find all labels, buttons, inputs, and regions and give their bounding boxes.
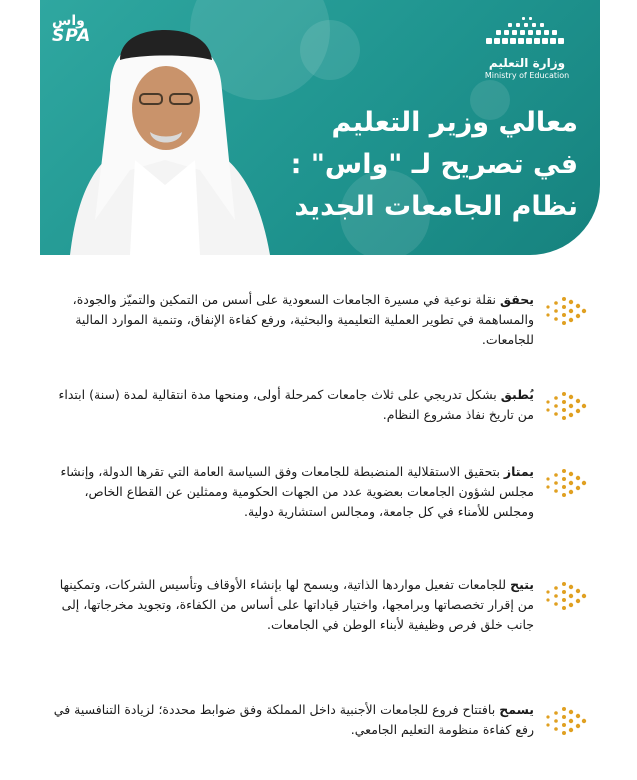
dots-bullet-icon xyxy=(540,579,588,613)
dots-bullet-icon xyxy=(540,704,588,738)
list-item-text: يسمح بافتتاح فروع للجامعات الأجنبية داخل المملكة وفق ضوابط محددة؛ لزيادة التنافسية في رفع كفاءة منظومة التعليم الجامعي. xyxy=(53,702,534,737)
title-line-2: في تصريح لـ "واس" : xyxy=(290,149,578,180)
page-title xyxy=(278,102,578,228)
title-line-1: معالي وزير التعليم xyxy=(331,107,578,138)
spa-logo: واس SPA xyxy=(52,13,92,46)
ministry-emblem-icon xyxy=(482,16,572,50)
dots-bullet-icon xyxy=(540,466,588,500)
list-item-text: يمتاز بتحقيق الاستقلالية المنضبطة للجامعات وفق السياسة العامة التي تقرها الدولة، وإنشاء مجلس لشؤون الجامعات بعضوية عدد من الجهات الحكومية وممثلين عن القطاع الخاص، ومجلس للأمناء في كل جامعة، ومجالس استشارية دولية. xyxy=(60,464,534,519)
header-banner xyxy=(40,0,600,255)
infographic-card xyxy=(40,0,600,780)
dots-bullet-icon xyxy=(540,389,588,423)
minister-portrait xyxy=(40,20,290,255)
list-item-text: يحقق نقلة نوعية في مسيرة الجامعات السعودية على أسس من التمكين والتميّز والجودة، والمساهمة في تطوير العملية التعليمية والبحثية، ورفع كفاءة الإنفاق، وتنمية الموارد المالية للجامعات. xyxy=(72,292,534,347)
title-line-3: نظام الجامعات الجديد xyxy=(294,191,578,222)
list-item-text: يتيح للجامعات تفعيل مواردها الذاتية، ويسمح لها بإنشاء الأوقاف وتأسيس الشركات، وتمكينها من إقرار تخصصاتها وبرامجها، واختيار قياداتها على أساس من الكفاءة، وتجويد مخرجاتها، إلى جانب خلق فرص وظيفية لأبناء الوطن في الجامعات. xyxy=(59,577,534,632)
list-item-text: يُطبق بشكل تدريجي على ثلاث جامعات كمرحلة أولى، ومنحها مدة انتقالية لمدة (سنة) ابتداء من تاريخ نفاذ مشروع النظام. xyxy=(58,387,534,422)
ministry-name-ar: وزارة التعليم xyxy=(488,56,566,70)
dots-bullet-icon xyxy=(540,294,588,328)
ministry-logo xyxy=(472,16,582,80)
ministry-name-en: Ministry of Education xyxy=(484,71,570,80)
